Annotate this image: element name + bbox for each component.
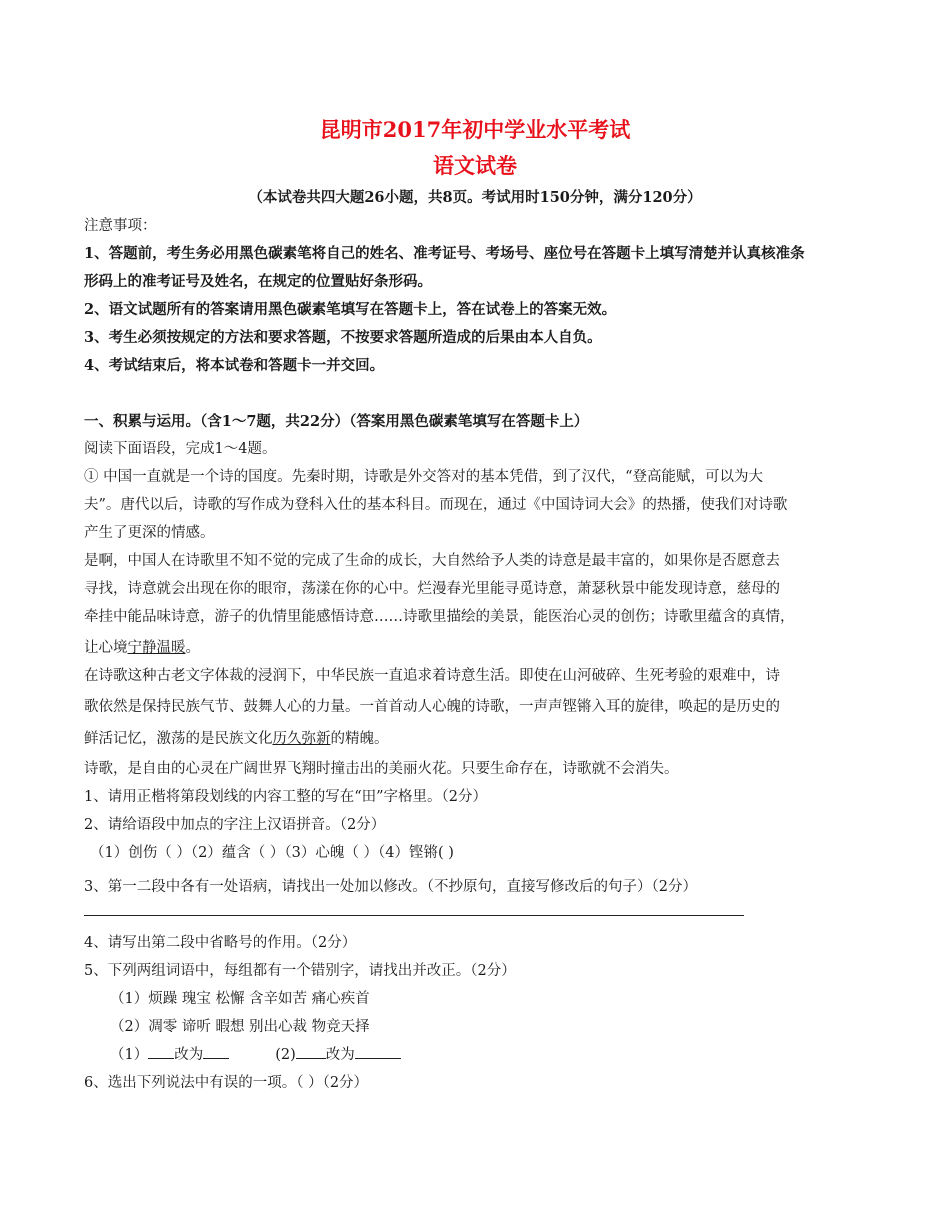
passage-p2-line-1: 是啊，中国人在诗歌里不知不觉的完成了生命的成长，大自然给予人类的诗意是最丰富的，如果你是否愿意去	[84, 553, 780, 569]
notice-item-4: 4、考试结束后，将本试卷和答题卡一并交回。	[84, 357, 385, 374]
notice-item-1-line-2: 形码上的准考证号及姓名，在规定的位置贴好条形码。	[84, 273, 432, 290]
notice-item-2: 2、语文试题所有的答案请用黑色碳素笔填写在答题卡上，答在试卷上的答案无效。	[84, 301, 617, 318]
change-to-label: 改为	[325, 1047, 355, 1063]
passage-p4: 诗歌，是自由的心灵在广阔世界飞翔时撞击出的美丽火花。只要生命存在，诗歌就不会消失。	[84, 761, 679, 777]
passage-p1-line-3: 产生了更深的情感。	[84, 525, 215, 541]
question-2: 2、请给语段中加点的字注上汉语拼音。（2分）	[84, 817, 386, 833]
answer-label-1: （1）	[110, 1047, 149, 1063]
notice-heading: 注意事项：	[84, 218, 157, 234]
question-3: 3、第一二段中各有一处语病，请找出一处加以修改。（不抄原句，直接写修改后的句子）（2分）	[84, 879, 697, 895]
passage-text: 让心境	[84, 640, 128, 656]
notice-item-3: 3、考生必须按规定的方法和要求答题，不按要求答题所造成的后果由本人自负。	[84, 329, 602, 346]
passage-p3-line-1: 在诗歌这种古老文字体裁的浸润下，中华民族一直追求着诗意生活。即使在山河破碎、生死考验的艰难中，诗	[84, 668, 780, 684]
exam-title: 昆明市2017年初中学业水平考试	[319, 117, 631, 142]
question-5-group-2: （2）凋零 谛听 暇想 别出心裁 物竞天择	[110, 1019, 370, 1035]
passage-text: 鲜活记忆，激荡的是民族文化	[84, 731, 273, 747]
question-5-answer-row	[110, 1043, 401, 1064]
underlined-phrase: 宁静温暖	[127, 640, 186, 656]
passage-p2-line-3: 牵挂中能品味诗意，游子的仇情里能感悟诗意……诗歌里描绘的美景，能医治心灵的创伤；诗歌里蕴含的真情，	[84, 609, 795, 625]
passage-text: 的精魄。	[330, 731, 389, 747]
question-4: 4、请写出第二段中省略号的作用。（2分）	[84, 935, 357, 951]
question-1: 1、请用正楷将第段划线的内容工整的写在“田”字格里。（2分）	[84, 789, 488, 805]
question-6: 6、选出下列说法中有误的一项。（ ）（2分）	[84, 1075, 369, 1091]
passage-p1-line-2: 夫”。唐代以后，诗歌的写作成为登科入仕的基本科目。而现在，通过《中国诗词大会》的热播，使我们对诗歌	[84, 497, 788, 513]
answer-blank[interactable]	[355, 1044, 401, 1059]
answer-blank[interactable]	[203, 1044, 229, 1059]
question-5: 5、下列两组词语中，每组都有一个错别字，请找出并改正。（2分）	[84, 963, 516, 979]
reading-intro: 阅读下面语段，完成1〜4题。	[84, 441, 277, 457]
question-5-group-1: （1）烦躁 瑰宝 松懈 含辛如苦 痛心疾首	[110, 991, 370, 1007]
notice-item-1-line-1: 1、答题前，考生务必用黑色碳素笔将自己的姓名、准考证号、考场号、座位号在答题卡上填写清楚并认真核准条	[84, 245, 805, 262]
exam-info: （本试卷共四大题26小题，共8页。考试用时150分钟，满分120分）	[248, 189, 702, 206]
change-to-label: 改为	[174, 1047, 204, 1063]
answer-label-2: (2)	[275, 1047, 296, 1063]
passage-p2-line-4	[84, 636, 200, 657]
passage-p2-line-2: 寻找，诗意就会出现在你的眼帘，荡漾在你的心中。烂漫春光里能寻觅诗意，萧瑟秋景中能发现诗意，慈母的	[84, 581, 780, 597]
question-2-items: （1）创伤（ ）（2）蕴含（ ）（3）心魄（ ）（4）铿锵( )	[90, 845, 454, 861]
answer-blank[interactable]	[296, 1044, 326, 1059]
passage-p1-line-1: ① 中国一直就是一个诗的国度。先秦时期，诗歌是外交答对的基本凭借，到了汉代，“登高能赋，可以为大	[84, 469, 764, 485]
passage-p3-line-3	[84, 727, 389, 748]
underlined-phrase: 历久弥新	[272, 731, 331, 747]
passage-text: 。	[185, 640, 200, 656]
answer-blank[interactable]	[148, 1044, 174, 1059]
subject-title: 语文试卷	[433, 153, 517, 178]
passage-p3-line-2: 歌依然是保持民族气节、鼓舞人心的力量。一首首动人心魄的诗歌，一声声铿锵入耳的旋律，唤起的是历史的	[84, 699, 780, 715]
answer-line	[84, 915, 744, 916]
section-1-heading: 一、积累与运用。（含1〜7题，共22分）（答案用黑色碳素笔填写在答题卡上）	[84, 413, 589, 430]
